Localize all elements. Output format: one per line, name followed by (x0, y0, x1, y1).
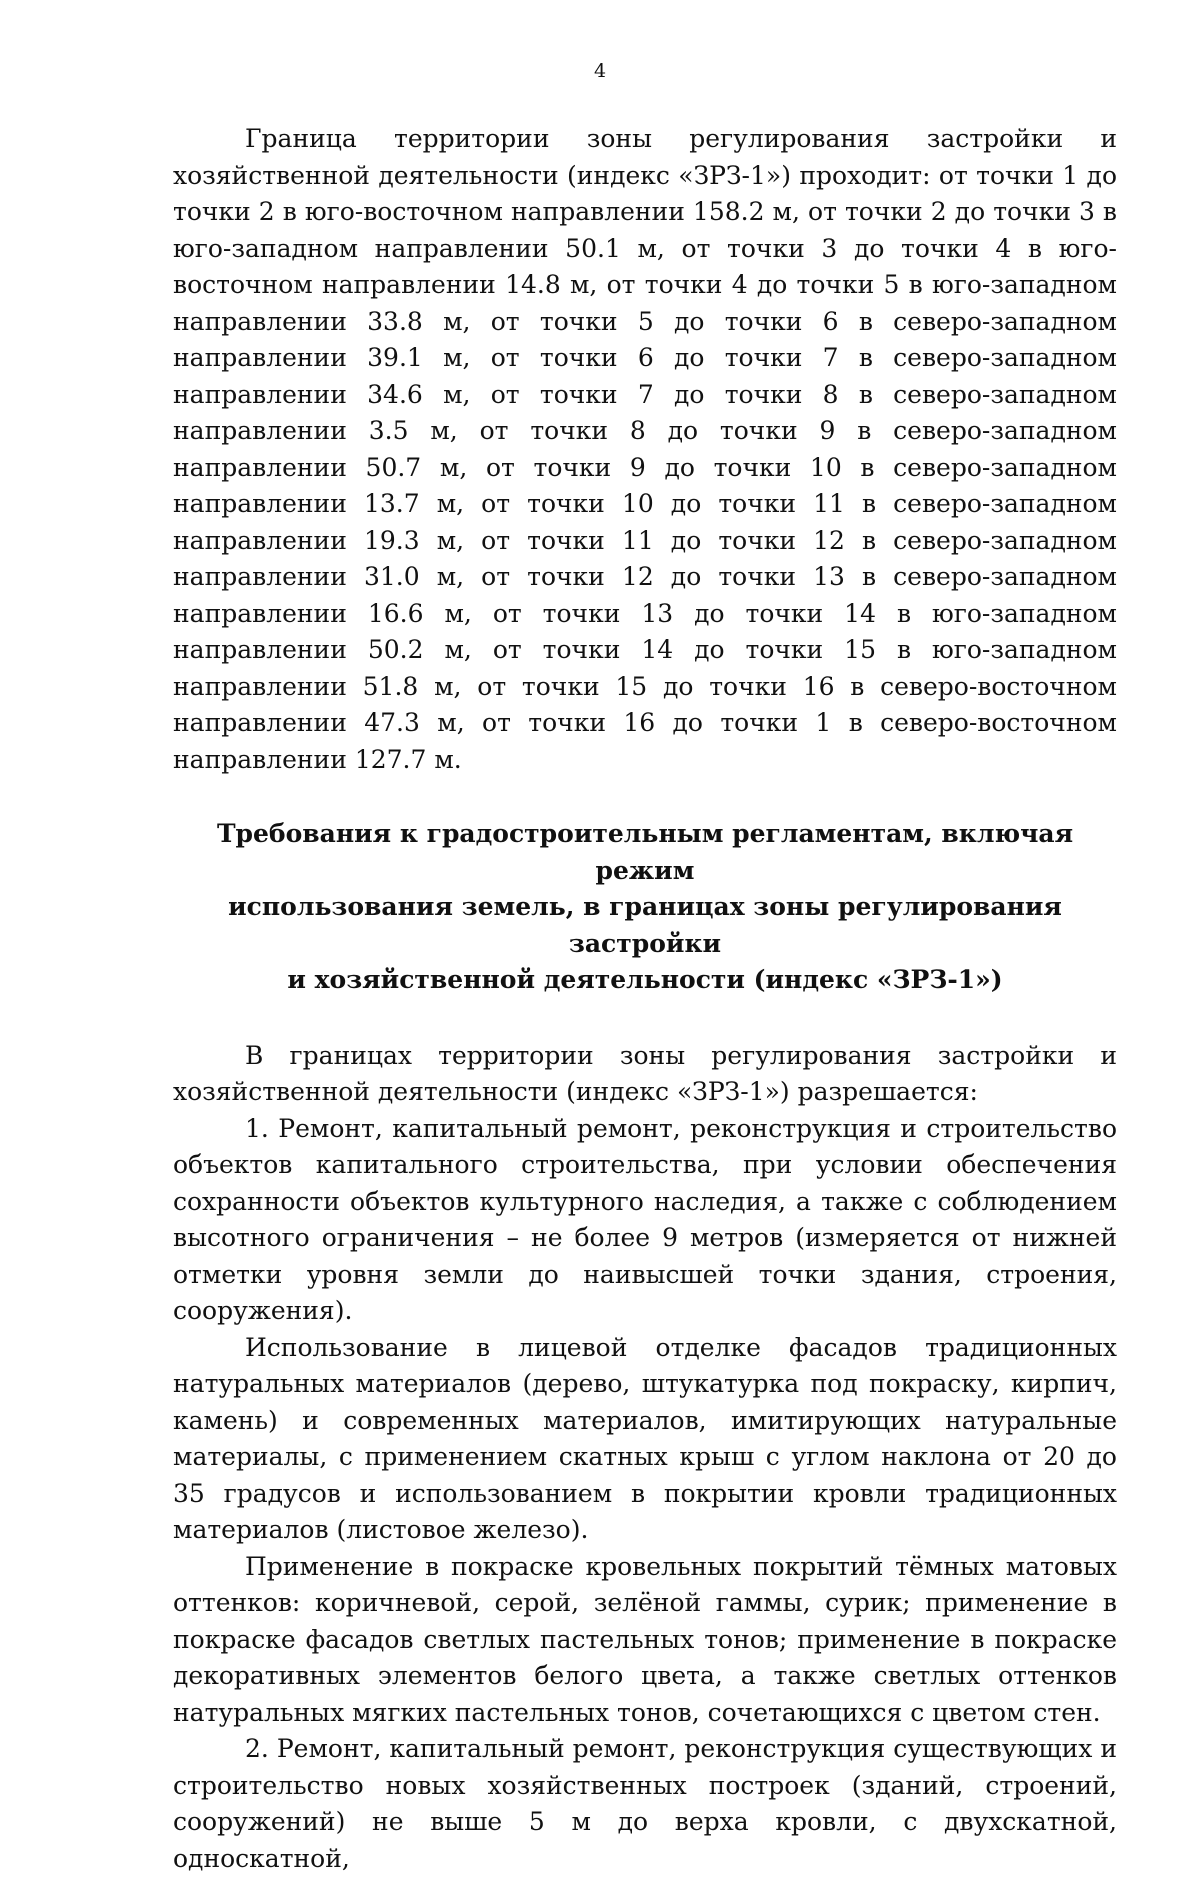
permitted-item-1-paragraph: 1. Ремонт, капитальный ремонт, реконструкция и строительство объектов капитального строительства, при условии обеспечения сохранности объектов культурного наследия, а также с соблюдением высотного ограничения – не более 9 метров (измеряется от нижней отметки уровня земли до наивысшей точки здания, строения, сооружения). (173, 1113, 1117, 1325)
section-heading-line-3: и хозяйственной деятельности (индекс «ЗРЗ-1») (287, 965, 1003, 994)
roof-colors-paragraph: Применение в покраске кровельных покрытий тёмных матовых оттенков: коричневой, серой, зелёной гаммы, сурик; применение в покраске фасадов светлых пастельных тонов; применение в покраске декоративных элементов белого цвета, а также светлых оттенков натуральных мягких пастельных тонов, сочетающихся с цветом стен. (173, 1551, 1117, 1727)
section-heading-line-1: Требования к градостроительным регламентам, включая режим (216, 819, 1074, 885)
boundary-description-paragraph: Граница территории зоны регулирования застройки и хозяйственной деятельности (индекс «ЗРЗ-1») проходит: от точки 1 до точки 2 в юго-восточном направлении 158.2 м, от точки 2 до точки 3 в юго-западном направлении 50.1 м, от точки 3 до точки 4 в юго-восточном направлении 14.8 м, от точки 4 до точки 5 в юго-западном направлении 33.8 м, от точки 5 до точки 6 в северо-западном направлении 39.1 м, от точки 6 до точки 7 в северо-западном направлении 34.6 м, от точки 7 до точки 8 в северо-западном направлении 3.5 м, от точки 8 до точки 9 в северо-западном направлении 50.7 м, от точки 9 до точки 10 в северо-западном направлении 13.7 м, от точки 10 до точки 11 в северо-западном направлении 19.3 м, от точки 11 до точки 12 в северо-западном направлении 31.0 м, от точки 12 до точки 13 в северо-западном направлении 16.6 м, от точки 13 до точки 14 в юго-западном направлении 50.2 м, от точки 14 до точки 15 в юго-западном направлении 51.8 м, от точки 15 до точки 16 в северо-восточном направлении 47.3 м, от точки 16 до точки 1 в северо-восточном направлении 127.7 м. (173, 124, 1117, 774)
permitted-item-2-paragraph: 2. Ремонт, капитальный ремонт, реконструкция существующих и строительство новых хозяйственных построек (зданий, строений, сооружений) не выше 5 м до верха кровли, с двухскатной, односкатной, (173, 1734, 1117, 1873)
document-body (173, 121, 1117, 1877)
section-heading-line-2: использования земель, в границах зоны регулирования застройки (228, 892, 1062, 958)
facade-materials-paragraph: Использование в лицевой отделке фасадов традиционных натуральных материалов (дерево, штукатурка под покраску, кирпич, камень) и современных материалов, имитирующих натуральные материалы, с применением скатных крыш с углом наклона от 20 до 35 градусов и использованием в покрытии кровли традиционных материалов (листовое железо). (173, 1332, 1117, 1544)
page-number: 4 (593, 60, 607, 82)
section-heading (173, 816, 1117, 999)
permitted-intro-paragraph: В границах территории зоны регулирования застройки и хозяйственной деятельности (индекс «ЗРЗ-1») разрешается: (173, 1040, 1117, 1106)
